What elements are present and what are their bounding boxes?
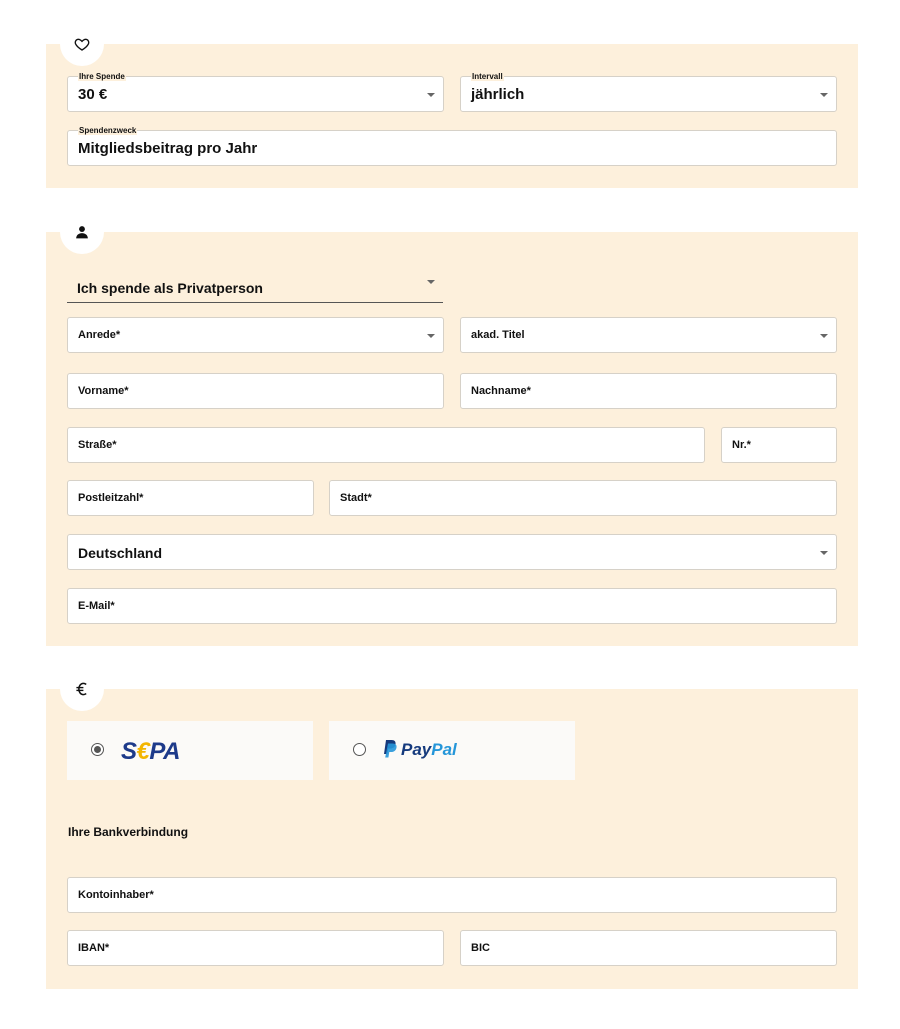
country-select[interactable] (67, 534, 837, 570)
house-number-placeholder: Nr.* (732, 439, 751, 451)
salutation-select[interactable] (67, 317, 444, 353)
city-field[interactable] (329, 480, 837, 516)
bic-placeholder: BIC (471, 942, 490, 954)
paypal-logo (383, 740, 457, 760)
street-field[interactable] (67, 427, 705, 463)
iban-placeholder: IBAN* (78, 942, 110, 954)
bank-details-heading: Ihre Bankverbindung (68, 825, 189, 839)
sepa-logo (121, 738, 180, 766)
country-value: Deutschland (78, 545, 163, 561)
euro-badge (60, 667, 104, 711)
amount-value: 30 € (78, 86, 108, 103)
paypal-radio[interactable] (353, 743, 366, 756)
euro-icon (75, 681, 89, 697)
zip-field[interactable] (67, 480, 314, 516)
payment-option-paypal[interactable] (329, 721, 575, 780)
sepa-logo-euro: € (136, 738, 150, 765)
payment-option-sepa[interactable] (67, 721, 313, 780)
title-placeholder: akad. Titel (471, 329, 525, 341)
donor-type-value: Ich spende als Privatperson (77, 280, 263, 296)
amount-select[interactable] (67, 72, 444, 112)
interval-select[interactable] (460, 72, 837, 112)
iban-field[interactable] (67, 930, 444, 966)
account-holder-field[interactable] (67, 877, 837, 913)
house-number-field[interactable] (721, 427, 837, 463)
paypal-logo-pay: Pay (401, 740, 432, 759)
first-name-field[interactable] (67, 373, 444, 409)
payment-section (46, 689, 858, 989)
personal-data-section (46, 232, 858, 646)
zip-placeholder: Postleitzahl* (78, 492, 144, 504)
chevron-down-icon (820, 551, 828, 555)
email-field[interactable] (67, 588, 837, 624)
chevron-down-icon (427, 280, 435, 284)
amount-label: Ihre Spende (79, 72, 125, 81)
purpose-value: Mitgliedsbeitrag pro Jahr (78, 140, 258, 157)
bic-field[interactable] (460, 930, 837, 966)
sepa-logo-s: S (121, 738, 137, 765)
last-name-placeholder: Nachname* (471, 385, 531, 397)
paypal-logo-pal: Pal (431, 740, 457, 759)
chevron-down-icon (427, 93, 435, 97)
street-placeholder: Straße* (78, 439, 117, 451)
person-icon (75, 225, 89, 239)
last-name-field[interactable] (460, 373, 837, 409)
interval-label: Intervall (472, 72, 503, 81)
chevron-down-icon (427, 334, 435, 338)
sepa-logo-pa: PA (149, 738, 180, 765)
chevron-down-icon (820, 93, 828, 97)
donor-type-select[interactable] (67, 268, 443, 303)
paypal-icon (383, 740, 397, 758)
donation-section (46, 44, 858, 188)
chevron-down-icon (820, 334, 828, 338)
heart-badge (60, 22, 104, 66)
heart-icon (74, 36, 90, 52)
salutation-placeholder: Anrede* (78, 329, 121, 341)
sepa-radio[interactable] (91, 743, 104, 756)
title-select[interactable] (460, 317, 837, 353)
interval-value: jährlich (471, 86, 525, 103)
purpose-input[interactable] (67, 126, 837, 166)
account-holder-placeholder: Kontoinhaber* (78, 889, 154, 901)
email-placeholder: E-Mail* (78, 600, 115, 612)
person-badge (60, 210, 104, 254)
purpose-label: Spendenzweck (79, 126, 137, 135)
first-name-placeholder: Vorname* (78, 385, 129, 397)
city-placeholder: Stadt* (340, 492, 372, 504)
